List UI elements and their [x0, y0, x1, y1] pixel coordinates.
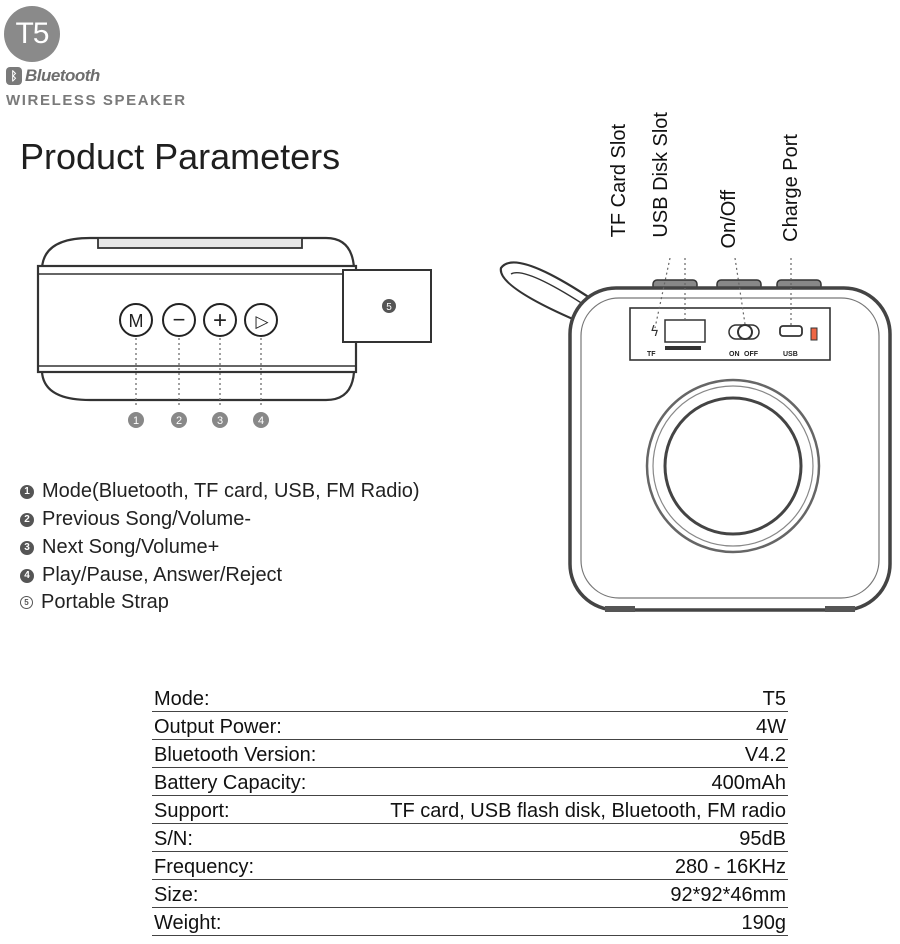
model-badge: T5: [4, 6, 60, 62]
spec-row: [152, 852, 788, 880]
page-title: Product Parameters: [20, 136, 341, 177]
spec-value: 95dB: [339, 824, 788, 852]
spec-value: 92*92*46mm: [339, 880, 788, 908]
bluetooth-brand: [6, 66, 100, 86]
spec-label: Frequency:: [152, 852, 339, 880]
spec-row: [152, 768, 788, 796]
spec-value: 280 - 16KHz: [339, 852, 788, 880]
front-view-diagram: [30, 228, 440, 438]
spec-row: [152, 880, 788, 908]
legend-item-3: 3 Next Song/Volume+: [20, 536, 219, 559]
mode-icon: M: [128, 311, 144, 331]
spec-row: [152, 712, 788, 740]
callout-4: 4: [257, 415, 265, 427]
panel-usb-label: USB: [783, 351, 798, 358]
spec-label: Support:: [152, 796, 339, 824]
port-label-onoff: On/Off: [718, 190, 740, 249]
panel-off-label: OFF: [744, 351, 758, 358]
spec-row: [152, 684, 788, 712]
bluetooth-icon: ᛒ: [6, 67, 22, 85]
spec-row: [152, 908, 788, 936]
spec-label: Size:: [152, 880, 339, 908]
spec-value: TF card, USB flash disk, Bluetooth, FM radio: [339, 796, 788, 824]
spec-label: Output Power:: [152, 712, 339, 740]
legend-item-4: 4 Play/Pause, Answer/Reject: [20, 564, 282, 587]
plus-icon: +: [212, 307, 228, 334]
spec-label: Mode:: [152, 684, 339, 712]
spec-value: 190g: [339, 908, 788, 936]
spec-label: S/N:: [152, 824, 339, 852]
minus-icon: −: [172, 307, 186, 332]
callout-3: 3: [216, 415, 224, 427]
spec-label: Bluetooth Version:: [152, 740, 339, 768]
panel-tf-label: TF: [647, 351, 656, 358]
callout-1: 1: [132, 415, 140, 427]
spec-row: [152, 796, 788, 824]
spec-value: T5: [339, 684, 788, 712]
spec-label: Weight:: [152, 908, 339, 936]
play-icon: ▷: [255, 312, 269, 332]
spec-row: [152, 824, 788, 852]
svg-text:ϟ: ϟ: [650, 324, 660, 340]
side-view-diagram: [495, 258, 895, 618]
panel-on-label: ON: [729, 351, 740, 358]
tagline: WIRELESS SPEAKER: [6, 92, 187, 109]
spec-value: 400mAh: [339, 768, 788, 796]
legend-item-2: 2 Previous Song/Volume-: [20, 508, 251, 531]
spec-value: 4W: [339, 712, 788, 740]
callout-5: 5: [386, 302, 392, 313]
spec-label: Battery Capacity:: [152, 768, 339, 796]
legend-item-5: 5 Portable Strap: [20, 591, 169, 614]
callout-2: 2: [175, 415, 183, 427]
legend-item-1: 1 Mode(Bluetooth, TF card, USB, FM Radio): [20, 480, 420, 503]
port-label-tf: TF Card Slot: [608, 124, 630, 238]
spec-table: [152, 684, 788, 936]
port-label-usb: USB Disk Slot: [650, 112, 672, 238]
port-label-charge: Charge Port: [780, 134, 802, 242]
spec-row: [152, 740, 788, 768]
spec-value: V4.2: [339, 740, 788, 768]
bluetooth-text: Bluetooth: [25, 66, 100, 85]
